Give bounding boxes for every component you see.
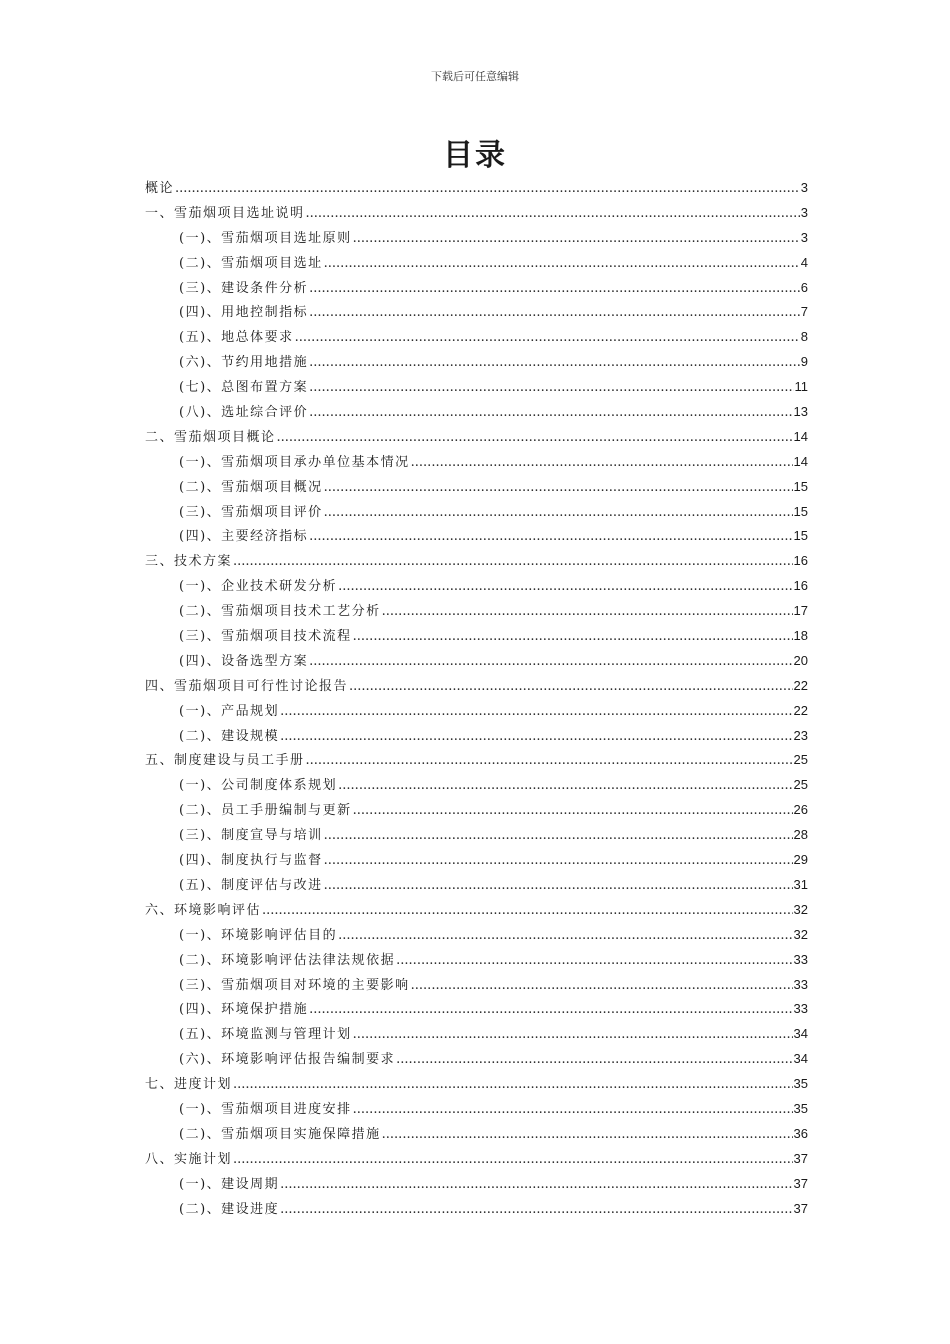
- toc-leader-dots: [353, 1023, 793, 1048]
- toc-entry-page-number: 34: [793, 1026, 808, 1042]
- toc-entry-label: (二)、员工手册编制与更新: [179, 803, 352, 819]
- toc-entry-label: (三)、雪茄烟项目对环境的主要影响: [179, 977, 410, 993]
- toc-entry-label: 三、技术方案: [145, 554, 233, 570]
- toc-leader-dots: [324, 501, 793, 526]
- toc-entry[interactable]: [145, 300, 808, 325]
- toc-entry-page-number: 26: [793, 802, 808, 818]
- toc-entry[interactable]: [145, 176, 808, 201]
- toc-entry-page-number: 9: [800, 354, 808, 370]
- toc-entry-page-number: 22: [793, 702, 808, 718]
- toc-leader-dots: [353, 625, 793, 650]
- toc-entry-page-number: 25: [793, 777, 808, 793]
- toc-entry-label: (五)、制度评估与改进: [179, 877, 323, 893]
- toc-entry-label: 四、雪茄烟项目可行性讨论报告: [145, 678, 349, 694]
- toc-entry[interactable]: [145, 500, 808, 525]
- toc-entry-label: (一)、公司制度体系规划: [179, 778, 338, 794]
- toc-entry-label: (八)、选址综合评价: [179, 405, 309, 421]
- toc-entry[interactable]: [145, 748, 808, 773]
- toc-entry[interactable]: [145, 948, 808, 973]
- toc-entry[interactable]: [145, 1172, 808, 1197]
- toc-entry-page-number: 3: [800, 180, 808, 195]
- toc-leader-dots: [382, 600, 793, 625]
- toc-entry-page-number: 14: [793, 453, 808, 469]
- toc-leader-dots: [295, 326, 800, 351]
- toc-entry-page-number: 20: [793, 652, 808, 668]
- toc-leader-dots: [396, 949, 792, 974]
- toc-entry-page-number: 15: [793, 503, 808, 519]
- toc-entry[interactable]: [145, 1072, 808, 1097]
- toc-entry-label: (三)、雪茄烟项目技术流程: [179, 629, 352, 645]
- toc-leader-dots: [324, 252, 800, 277]
- toc-entry-label: (四)、主要经济指标: [179, 529, 309, 545]
- toc-entry-page-number: 32: [793, 901, 808, 917]
- toc-entry-label: (二)、建设规模: [179, 728, 280, 744]
- toc-leader-dots: [309, 376, 793, 401]
- toc-entry-page-number: 37: [793, 1175, 808, 1191]
- toc-entry-label: (六)、节约用地措施: [179, 355, 309, 371]
- table-of-contents: [145, 176, 808, 1221]
- toc-entry-page-number: 4: [800, 254, 808, 270]
- toc-entry-page-number: 28: [793, 827, 808, 843]
- toc-entry-page-number: 35: [793, 1076, 808, 1092]
- toc-leader-dots: [353, 227, 800, 252]
- toc-leader-dots: [353, 799, 793, 824]
- toc-entry[interactable]: [145, 1047, 808, 1072]
- toc-entry[interactable]: [145, 898, 808, 923]
- toc-leader-dots: [306, 202, 800, 227]
- toc-entry[interactable]: [145, 450, 808, 475]
- toc-entry[interactable]: [145, 1097, 808, 1122]
- toc-leader-dots: [349, 675, 793, 700]
- toc-entry-page-number: 11: [794, 379, 808, 395]
- toc-leader-dots: [396, 1048, 792, 1073]
- toc-entry-page-number: 23: [793, 727, 808, 743]
- toc-entry[interactable]: [145, 375, 808, 400]
- toc-entry-label: (二)、雪茄烟项目选址: [179, 255, 323, 271]
- toc-entry-label: (四)、用地控制指标: [179, 305, 309, 321]
- toc-entry-page-number: 17: [793, 603, 808, 619]
- toc-leader-dots: [353, 1098, 793, 1123]
- toc-leader-dots: [175, 177, 800, 202]
- toc-entry[interactable]: [145, 798, 808, 823]
- toc-entry[interactable]: [145, 574, 808, 599]
- toc-leader-dots: [309, 650, 792, 675]
- toc-entry[interactable]: [145, 1147, 808, 1172]
- toc-leader-dots: [309, 351, 800, 376]
- toc-entry-label: (四)、设备选型方案: [179, 653, 309, 669]
- toc-entry[interactable]: [145, 599, 808, 624]
- page-header: 下载后可任意编辑: [431, 70, 519, 83]
- toc-entry-page-number: 37: [793, 1150, 808, 1166]
- toc-leader-dots: [262, 899, 793, 924]
- toc-leader-dots: [338, 774, 792, 799]
- toc-entry-label: (三)、制度宣导与培训: [179, 828, 323, 844]
- toc-entry[interactable]: [145, 524, 808, 549]
- toc-entry-page-number: 15: [793, 528, 808, 544]
- toc-entry[interactable]: [145, 1197, 808, 1222]
- toc-entry[interactable]: [145, 350, 808, 375]
- toc-leader-dots: [324, 476, 793, 501]
- toc-entry-page-number: 36: [793, 1125, 808, 1141]
- toc-leader-dots: [277, 426, 793, 451]
- toc-entry-label: (三)、雪茄烟项目评价: [179, 504, 323, 520]
- toc-leader-dots: [309, 277, 800, 302]
- toc-entry[interactable]: [145, 1022, 808, 1047]
- toc-entry[interactable]: [145, 226, 808, 251]
- toc-leader-dots: [324, 849, 793, 874]
- toc-entry-label: 八、实施计划: [145, 1151, 233, 1167]
- toc-entry-label: (五)、环境监测与管理计划: [179, 1027, 352, 1043]
- toc-leader-dots: [309, 301, 800, 326]
- toc-entry[interactable]: [145, 251, 808, 276]
- toc-entry-label: (二)、雪茄烟项目概况: [179, 479, 323, 495]
- toc-entry-label: (二)、雪茄烟项目实施保障措施: [179, 1126, 381, 1142]
- toc-leader-dots: [280, 1173, 792, 1198]
- toc-leader-dots: [280, 1198, 792, 1223]
- toc-entry-page-number: 8: [800, 329, 808, 345]
- toc-entry-page-number: 7: [800, 304, 808, 320]
- toc-entry[interactable]: [145, 699, 808, 724]
- toc-entry-page-number: 33: [793, 951, 808, 967]
- toc-entry-page-number: 15: [793, 478, 808, 494]
- toc-entry[interactable]: [145, 624, 808, 649]
- toc-entry-page-number: 29: [793, 852, 808, 868]
- toc-entry-page-number: 35: [793, 1100, 808, 1116]
- toc-entry[interactable]: [145, 549, 808, 574]
- toc-entry-page-number: 33: [793, 976, 808, 992]
- toc-entry-label: (一)、建设周期: [179, 1176, 280, 1192]
- toc-leader-dots: [233, 1148, 793, 1173]
- toc-leader-dots: [306, 749, 793, 774]
- toc-entry-page-number: 34: [793, 1051, 808, 1067]
- toc-entry[interactable]: [145, 997, 808, 1022]
- toc-entry-label: (一)、雪茄烟项目进度安排: [179, 1101, 352, 1117]
- toc-entry[interactable]: [145, 276, 808, 301]
- toc-entry-label: (四)、制度执行与监督: [179, 853, 323, 869]
- toc-entry[interactable]: [145, 724, 808, 749]
- toc-leader-dots: [338, 575, 792, 600]
- toc-entry-label: 概论: [145, 181, 175, 196]
- toc-entry[interactable]: [145, 325, 808, 350]
- toc-entry[interactable]: [145, 973, 808, 998]
- page-title: 目录: [443, 138, 507, 173]
- toc-entry-page-number: 3: [800, 204, 808, 220]
- toc-entry-label: 七、进度计划: [145, 1077, 233, 1093]
- toc-entry-label: (二)、雪茄烟项目技术工艺分析: [179, 604, 381, 620]
- toc-leader-dots: [233, 550, 793, 575]
- toc-entry-label: (一)、产品规划: [179, 703, 280, 719]
- toc-leader-dots: [233, 1073, 793, 1098]
- toc-leader-dots: [280, 700, 792, 725]
- toc-entry-page-number: 18: [793, 628, 808, 644]
- toc-entry[interactable]: [145, 873, 808, 898]
- toc-entry[interactable]: [145, 201, 808, 226]
- toc-entry-page-number: 37: [793, 1200, 808, 1216]
- toc-entry-label: (二)、建设进度: [179, 1201, 280, 1217]
- toc-entry-page-number: 6: [800, 279, 808, 295]
- toc-leader-dots: [309, 401, 792, 426]
- toc-entry-label: (一)、雪茄烟项目选址原则: [179, 230, 352, 246]
- toc-entry-label: (二)、环境影响评估法律法规依据: [179, 952, 396, 968]
- toc-entry-label: (三)、建设条件分析: [179, 280, 309, 296]
- toc-entry-page-number: 31: [793, 876, 808, 892]
- toc-leader-dots: [411, 974, 793, 999]
- toc-entry-label: 六、环境影响评估: [145, 902, 262, 918]
- toc-entry-label: (七)、总图布置方案: [179, 380, 309, 396]
- toc-entry-page-number: 25: [793, 752, 808, 768]
- toc-entry[interactable]: [145, 674, 808, 699]
- toc-entry[interactable]: [145, 400, 808, 425]
- toc-leader-dots: [324, 824, 793, 849]
- toc-entry-label: 一、雪茄烟项目选址说明: [145, 205, 305, 221]
- toc-entry-label: (一)、企业技术研发分析: [179, 579, 338, 595]
- toc-entry-page-number: 16: [793, 578, 808, 594]
- toc-leader-dots: [382, 1123, 793, 1148]
- toc-entry-label: (一)、雪茄烟项目承办单位基本情况: [179, 454, 410, 470]
- toc-entry-label: (六)、环境影响评估报告编制要求: [179, 1052, 396, 1068]
- toc-leader-dots: [309, 998, 792, 1023]
- toc-entry[interactable]: [145, 923, 808, 948]
- toc-entry-page-number: 32: [793, 926, 808, 942]
- toc-entry[interactable]: [145, 425, 808, 450]
- toc-leader-dots: [338, 924, 792, 949]
- toc-entry[interactable]: [145, 823, 808, 848]
- toc-entry[interactable]: [145, 1122, 808, 1147]
- toc-leader-dots: [309, 525, 792, 550]
- toc-entry-page-number: 33: [793, 1001, 808, 1017]
- toc-entry[interactable]: [145, 475, 808, 500]
- toc-entry-page-number: 14: [793, 428, 808, 444]
- toc-entry-page-number: 3: [800, 229, 808, 245]
- toc-leader-dots: [324, 874, 793, 899]
- toc-entry-page-number: 22: [793, 677, 808, 693]
- toc-leader-dots: [411, 451, 793, 476]
- toc-leader-dots: [280, 725, 792, 750]
- toc-entry-label: (五)、地总体要求: [179, 330, 294, 346]
- toc-entry-label: (四)、环境保护措施: [179, 1002, 309, 1018]
- toc-entry[interactable]: [145, 848, 808, 873]
- toc-entry-page-number: 16: [793, 553, 808, 569]
- toc-entry[interactable]: [145, 649, 808, 674]
- toc-entry[interactable]: [145, 773, 808, 798]
- toc-entry-page-number: 13: [793, 404, 808, 420]
- toc-entry-label: (一)、环境影响评估目的: [179, 927, 338, 943]
- toc-entry-label: 二、雪茄烟项目概论: [145, 429, 276, 445]
- toc-entry-label: 五、制度建设与员工手册: [145, 753, 305, 769]
